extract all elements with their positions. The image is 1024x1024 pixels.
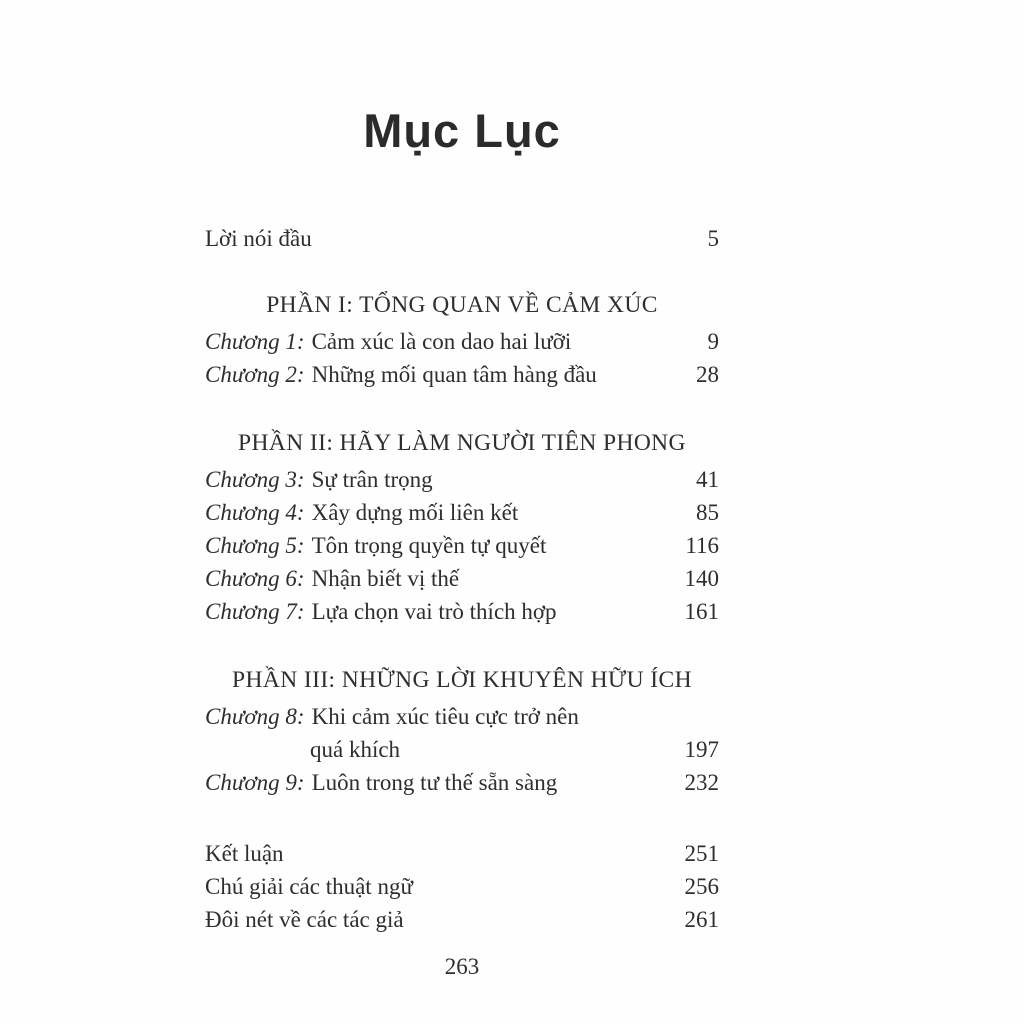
entry-label [205, 325, 571, 358]
toc-entry-chapter-1 [205, 325, 719, 358]
toc-entry-foreword [205, 222, 719, 255]
chapter-title: Lựa chọn vai trò thích hợp [311, 599, 557, 624]
entry-label [205, 766, 557, 799]
entry-label [205, 496, 518, 529]
toc-entry-chapter-2 [205, 358, 719, 391]
back-matter [205, 837, 719, 936]
chapter-title: Luôn trong tư thế sẵn sàng [311, 770, 558, 795]
chapter-title: Khi cảm xúc tiêu cực trở nên [311, 704, 579, 729]
chapter-title: Cảm xúc là con dao hai lưỡi [311, 329, 572, 354]
chapter-title: Xây dựng mối liên kết [311, 500, 519, 525]
chapter-title: Tôn trọng quyền tự quyết [311, 533, 547, 558]
entry-page-number: 251 [684, 841, 719, 866]
footer-page-number: 263 [444, 954, 480, 979]
entry-page-number: 9 [707, 329, 719, 354]
chapter-prefix: Chương 7: [205, 599, 305, 624]
chapter-title-continued: quá khích [310, 737, 401, 762]
toc-content [205, 0, 719, 936]
entry-page-number: 5 [707, 226, 719, 251]
entry-label: Đôi nét về các tác giả [205, 907, 404, 932]
entry-page-number: 85 [696, 500, 719, 525]
entry-page-number: 41 [696, 467, 719, 492]
entry-label [205, 529, 546, 562]
section-heading-part-3: PHẦN III: NHỮNG LỜI KHUYÊN HỮU ÍCH [232, 667, 692, 693]
toc-entry-conclusion [205, 837, 719, 870]
toc-entry-chapter-8-line-1 [205, 700, 719, 733]
entry-label: Chú giải các thuật ngữ [205, 874, 413, 899]
chapter-prefix: Chương 4: [205, 500, 305, 525]
entry-page-number: 116 [685, 533, 719, 558]
chapter-prefix: Chương 5: [205, 533, 305, 558]
entry-label [205, 358, 597, 391]
page-title: Mục Lục [363, 104, 561, 157]
chapter-title: Sự trân trọng [311, 467, 433, 492]
chapter-prefix: Chương 8: [205, 704, 305, 729]
entry-page-number: 232 [684, 770, 719, 795]
entry-label [205, 595, 557, 628]
section-heading-part-1: PHẦN I: TỔNG QUAN VỀ CẢM XÚC [266, 292, 658, 318]
toc-entry-chapter-3 [205, 463, 719, 496]
toc-entry-glossary [205, 870, 719, 903]
entry-page-number: 161 [684, 599, 719, 624]
entry-label: Lời nói đầu [205, 226, 312, 251]
entry-page-number: 197 [684, 737, 719, 762]
entry-label: Kết luận [205, 841, 284, 866]
entry-page-number: 261 [684, 907, 719, 932]
toc-entry-chapter-5 [205, 529, 719, 562]
entry-label [205, 463, 433, 496]
chapter-title: Nhận biết vị thế [311, 566, 460, 591]
chapter-prefix: Chương 9: [205, 770, 305, 795]
toc-entry-chapter-8-line-2 [205, 733, 719, 766]
entry-page-number: 28 [696, 362, 719, 387]
toc-entry-chapter-4 [205, 496, 719, 529]
toc-entry-chapter-9 [205, 766, 719, 799]
entry-page-number: 140 [684, 566, 719, 591]
chapter-prefix: Chương 6: [205, 566, 305, 591]
entry-page-number: 256 [684, 874, 719, 899]
chapter-title: Những mối quan tâm hàng đầu [311, 362, 597, 387]
toc-entry-about-authors [205, 903, 719, 936]
toc-entry-chapter-6 [205, 562, 719, 595]
chapter-prefix: Chương 3: [205, 467, 305, 492]
chapter-prefix: Chương 1: [205, 329, 305, 354]
section-heading-part-2: PHẦN II: HÃY LÀM NGƯỜI TIÊN PHONG [238, 430, 686, 456]
entry-label [205, 562, 459, 595]
entry-label [205, 700, 579, 733]
toc-entry-chapter-7 [205, 595, 719, 628]
chapter-prefix: Chương 2: [205, 362, 305, 387]
table-of-contents [205, 222, 719, 936]
